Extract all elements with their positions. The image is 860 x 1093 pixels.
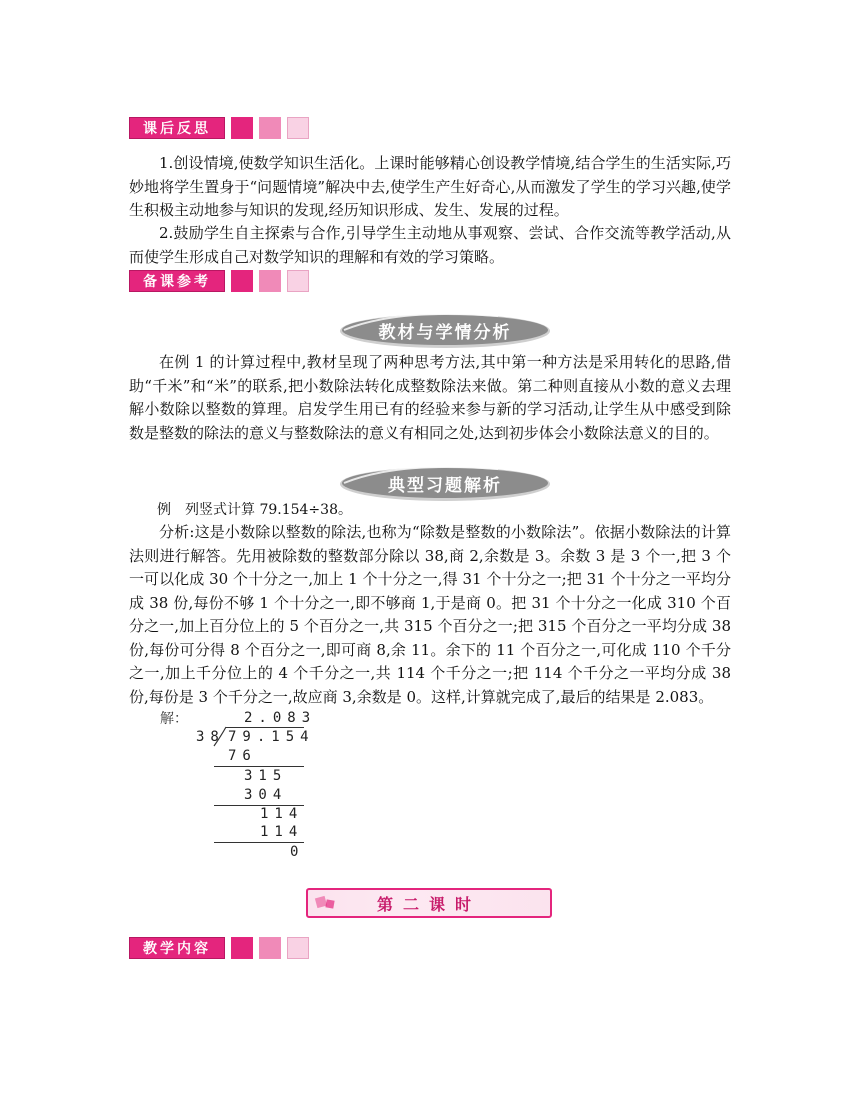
decor-square	[259, 270, 281, 292]
section-header-content	[129, 936, 309, 960]
decor-square	[231, 270, 253, 292]
decor-square	[287, 270, 309, 292]
analysis-paragraph: 在例 1 的计算过程中,教材呈现了两种思考方法,其中第一种方法是采用转化的思路,借助“千米”和“米”的联系,把小数除法转化成整数除法来做。第二种则直接从小数的意义去理解小数除以整数的算理。启发学生用已有的经验来参与新的学习活动,让学生从中感受到除数是整数的除法的意义与整数除法的意义有相同之处,达到初步体会小数除法意义的目的。	[129, 353, 731, 442]
decor-square	[259, 937, 281, 959]
section-tag: 备课参考	[129, 270, 225, 292]
lesson-title-text: 第二课时	[376, 894, 481, 914]
decor-square	[259, 117, 281, 139]
section-tag: 课后反思	[129, 117, 225, 139]
division-line	[214, 766, 304, 767]
division-step: 315	[244, 768, 288, 784]
quotient: 2.083	[244, 710, 317, 726]
division-line	[214, 842, 304, 843]
banner-exercises	[338, 463, 552, 503]
division-step: 114	[260, 824, 304, 840]
decor-square	[287, 937, 309, 959]
banner-title: 典型习题解析	[388, 475, 502, 496]
example-prompt: 例 列竖式计算 79.154÷38。	[157, 502, 352, 518]
reflection-paragraph-1: 1.创设情境,使数学知识生活化。上课时能够精心创设教学情境,结合学生的生活实际,巧妙地将学生置身于“问题情境”解决中去,使学生产生好奇心,从而激发了学生的学习兴趣,使学生积极主动地参与知识的发现,经历知识形成、发生、发展的过程。	[129, 154, 731, 219]
division-step: 76	[228, 748, 257, 764]
reflection-paragraph-2: 2.鼓励学生自主探索与合作,引导学生主动地从事观察、尝试、合作交流等教学活动,从而使学生形成自己对数学知识的理解和有效的学习策略。	[129, 224, 731, 266]
decor-square	[231, 117, 253, 139]
section-tag: 教学内容	[129, 937, 225, 959]
example-analysis: 分析:这是小数除以整数的除法,也称为“除数是整数的小数除法”。依据小数除法的计算法则进行解答。先用被除数的整数部分除以 38,商 2,余数是 3。余数 3 是 3 个一,把 3 个一可以化成 30 个十分之一,加上 1 个十分之一,得 31 个十分之一;把 31 个十分之一平均分成 38 份,每份不够 1 个十分之一,即不够商 1,于是商 0。把 31 个十分之一化成 310 个百分之一,加上百分位上的 5 个百分之一,共 315 个百分之一;把 315 个百分之一平均分成 38 份,每份可分得 8 个百分之一,即可商 8,余 11。余下的 11 个百分之一,可化成 110 个千分之一,加上千分位上的 4 个千分之一,共 114 个千分之一;把 114 个千分之一平均分成 38 份,每份是 3 个千分之一,故应商 3,余数是 0。这样,计算就完成了,最后的结果是 2.083。	[129, 523, 731, 706]
section-header-reflection	[129, 116, 309, 140]
division-step: 0	[290, 844, 305, 860]
division-step: 114	[260, 806, 304, 822]
decor-square	[287, 117, 309, 139]
division-step: 304	[244, 787, 288, 803]
division-bar	[226, 727, 304, 728]
decor-square	[231, 937, 253, 959]
banner-title: 教材与学情分析	[378, 322, 512, 343]
lesson-decor-icon	[314, 894, 344, 914]
solution-label: 解：	[160, 711, 188, 727]
divisor: 38	[196, 729, 225, 745]
section-header-reference	[129, 269, 309, 293]
lesson-title	[306, 888, 552, 918]
banner-analysis	[338, 310, 552, 350]
dividend: 79.154	[228, 729, 315, 745]
